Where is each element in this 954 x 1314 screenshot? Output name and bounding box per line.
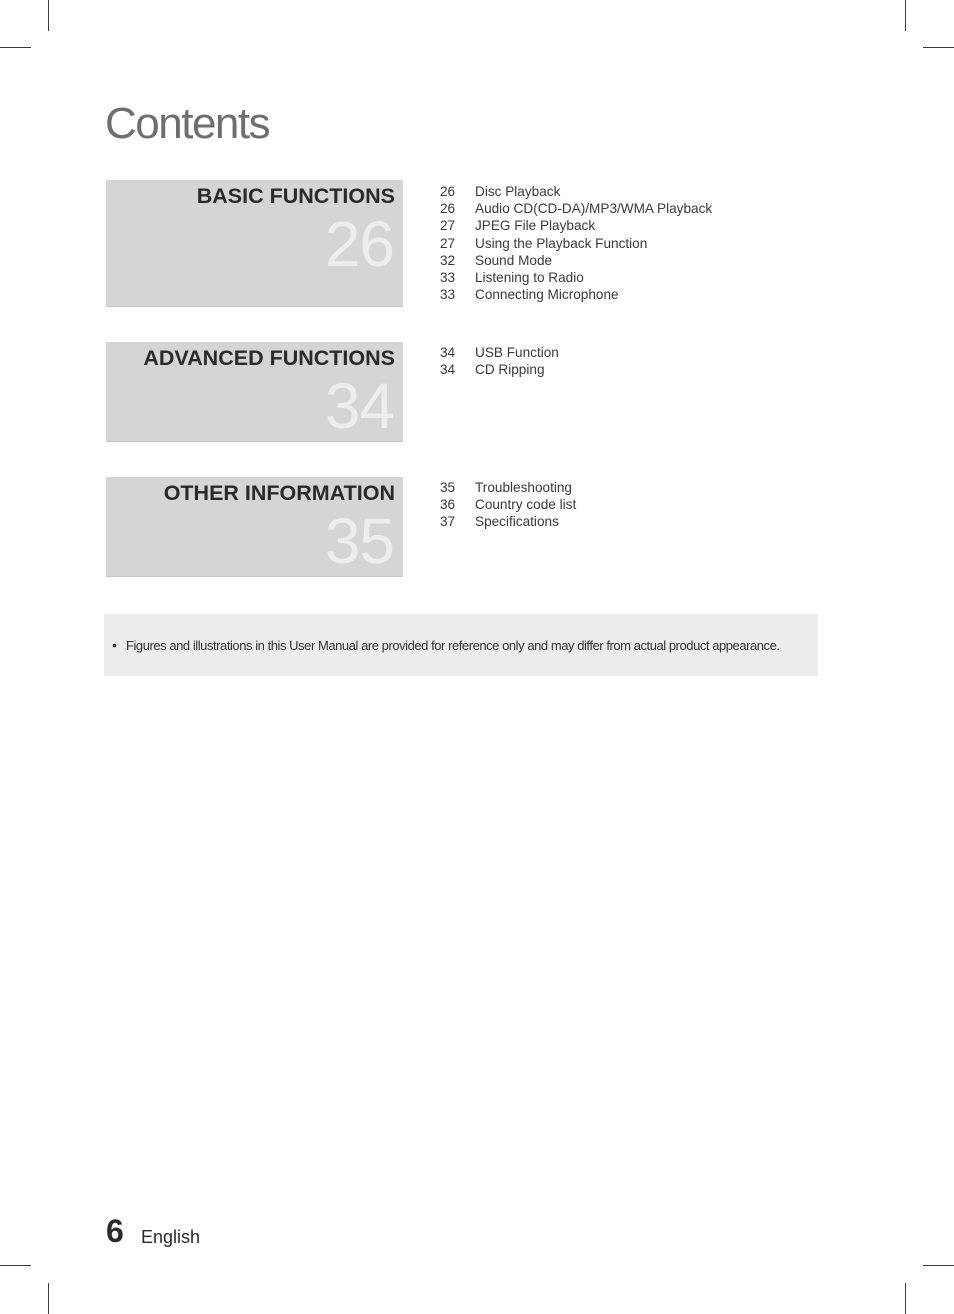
section-other-information[interactable] bbox=[106, 477, 403, 577]
toc-item-label: Disc Playback bbox=[475, 184, 561, 199]
toc-page-number: 27 bbox=[440, 235, 456, 251]
toc-item-label: USB Function bbox=[475, 345, 559, 360]
toc-page-number: 27 bbox=[440, 218, 456, 234]
crop-mark bbox=[923, 47, 954, 48]
toc-item-troubleshooting[interactable] bbox=[440, 479, 576, 496]
toc-item-jpeg-file-playback[interactable] bbox=[440, 217, 712, 234]
page-number: 6 bbox=[106, 1213, 124, 1249]
toc-list-other-information bbox=[440, 479, 576, 531]
toc-page-number: 34 bbox=[440, 362, 456, 378]
toc-item-label: JPEG File Playback bbox=[475, 218, 596, 234]
toc-page-number: 36 bbox=[440, 497, 456, 513]
toc-page-number: 33 bbox=[440, 287, 456, 303]
crop-mark bbox=[0, 47, 31, 48]
toc-page-number: 26 bbox=[440, 184, 456, 199]
page-title: Contents bbox=[105, 99, 270, 148]
toc-item-audio-cd-playback[interactable] bbox=[440, 200, 712, 217]
crop-mark bbox=[48, 0, 49, 31]
toc-list-advanced-functions bbox=[440, 344, 559, 378]
section-advanced-functions[interactable] bbox=[106, 342, 403, 442]
toc-item-label: CD Ripping bbox=[475, 362, 545, 378]
toc-page-number: 34 bbox=[440, 345, 456, 360]
toc-item-label: Troubleshooting bbox=[475, 480, 572, 495]
toc-item-label: Specifications bbox=[475, 514, 559, 530]
toc-item-label: Using the Playback Function bbox=[475, 235, 648, 251]
crop-mark bbox=[923, 1265, 954, 1266]
toc-item-cd-ripping[interactable] bbox=[440, 361, 559, 378]
crop-mark bbox=[905, 0, 906, 31]
toc-item-disc-playback[interactable] bbox=[440, 183, 712, 200]
page-language: English bbox=[141, 1227, 201, 1247]
toc-item-label: Connecting Microphone bbox=[475, 287, 619, 303]
note-text: Figures and illustrations in this User Manual are provided for reference only and may differ from actual product appearance. bbox=[126, 638, 780, 653]
note-box bbox=[104, 614, 818, 676]
section-number: 34 bbox=[324, 370, 394, 442]
section-title: OTHER INFORMATION bbox=[163, 481, 395, 505]
toc-item-label: Country code list bbox=[475, 497, 577, 513]
toc-page-number: 35 bbox=[440, 480, 456, 495]
toc-page-number: 33 bbox=[440, 270, 456, 286]
toc-item-listening-to-radio[interactable] bbox=[440, 269, 712, 286]
toc-item-label: Listening to Radio bbox=[475, 270, 584, 286]
bullet-icon: • bbox=[112, 637, 117, 653]
toc-page-number: 26 bbox=[440, 201, 456, 217]
toc-page-number: 32 bbox=[440, 252, 456, 268]
crop-mark bbox=[905, 1283, 906, 1314]
crop-mark bbox=[0, 1265, 31, 1266]
toc-item-playback-function[interactable] bbox=[440, 235, 712, 252]
toc-item-sound-mode[interactable] bbox=[440, 252, 712, 269]
section-number: 35 bbox=[324, 505, 394, 577]
toc-item-label: Sound Mode bbox=[475, 252, 553, 268]
section-basic-functions[interactable] bbox=[106, 180, 403, 307]
section-title: BASIC FUNCTIONS bbox=[196, 184, 395, 208]
toc-item-usb-function[interactable] bbox=[440, 344, 559, 361]
toc-item-country-code-list[interactable] bbox=[440, 496, 576, 513]
toc-item-label: Audio CD(CD-DA)/MP3/WMA Playback bbox=[475, 201, 713, 217]
toc-item-connecting-microphone[interactable] bbox=[440, 286, 712, 303]
section-number: 26 bbox=[324, 208, 394, 280]
crop-mark bbox=[48, 1283, 49, 1314]
section-title: ADVANCED FUNCTIONS bbox=[143, 346, 395, 370]
toc-item-specifications[interactable] bbox=[440, 513, 576, 530]
toc-list-basic-functions bbox=[440, 183, 712, 303]
toc-page-number: 37 bbox=[440, 514, 456, 530]
